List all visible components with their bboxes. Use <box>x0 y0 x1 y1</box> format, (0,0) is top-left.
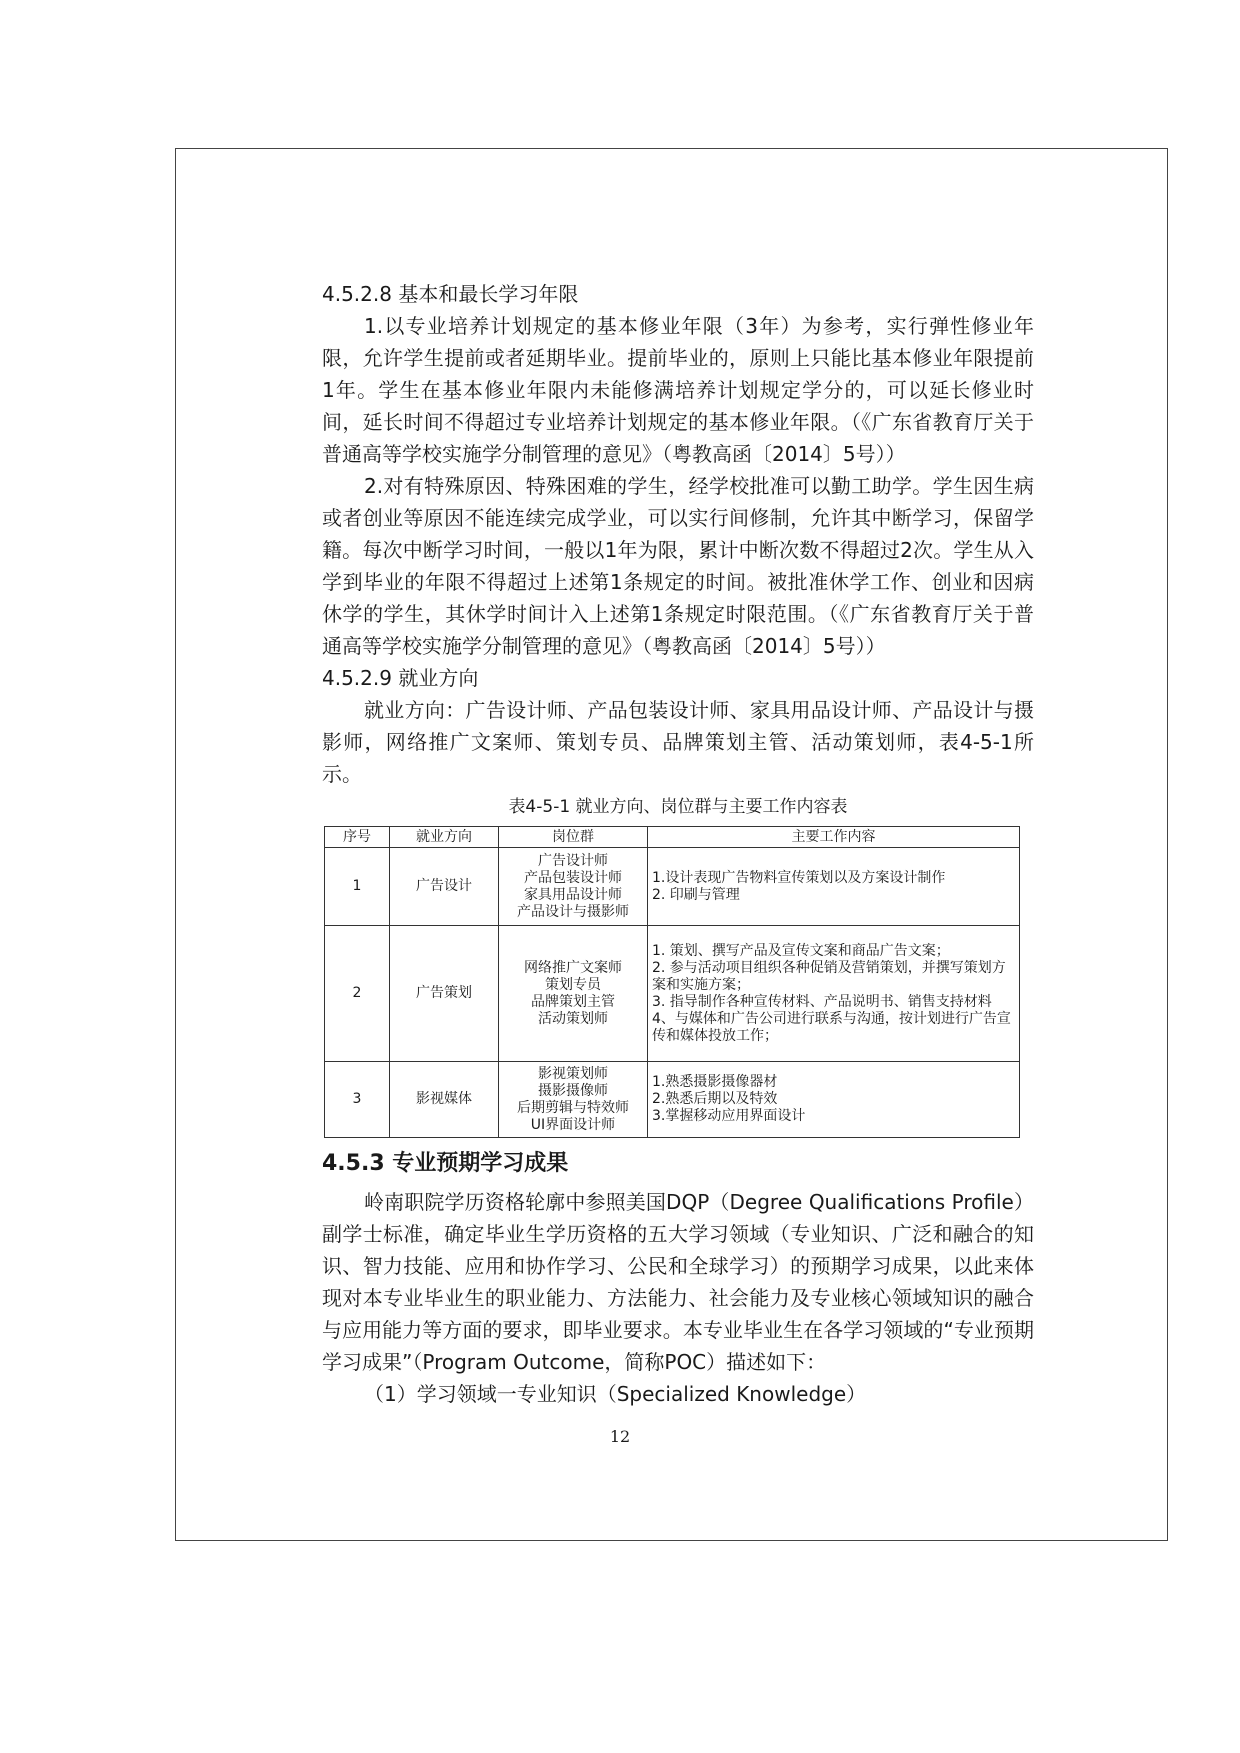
row-direction: 广告设计 <box>390 848 499 926</box>
work-item: 3.掌握移动应用界面设计 <box>652 1108 806 1124</box>
row-jobs <box>499 926 648 1062</box>
career-table <box>324 826 1020 1138</box>
row-no: 2 <box>325 926 390 1062</box>
header-work: 主要工作内容 <box>648 827 1020 848</box>
table-row <box>325 1062 1020 1138</box>
work-item: 1.熟悉摄影摄像器材 <box>652 1074 778 1090</box>
row-work <box>648 1062 1020 1138</box>
row-no: 3 <box>325 1062 390 1138</box>
work-item: 4、与媒体和广告公司进行联系与沟通，按计划进行广告宣传和媒体投放工作； <box>652 1010 1011 1044</box>
job-item: 产品设计与摄影师 <box>517 903 629 920</box>
work-item: 1.设计表现广告物料宣传策划以及方案设计制作 <box>652 869 946 886</box>
learning-domain-1: （1）学习领域一专业知识（Specialized Knowledge） <box>364 1382 867 1406</box>
page-content <box>322 278 1034 1410</box>
work-item: 2. 参与活动项目组织各种促销及营销策划，并撰写策划方案和实施方案； <box>652 959 1006 993</box>
row-jobs <box>499 1062 648 1138</box>
section-heading-4529: 4.5.2.9 就业方向 <box>322 666 479 690</box>
job-item: 广告设计师 <box>538 852 608 869</box>
header-jobs: 岗位群 <box>499 827 648 848</box>
row-work <box>648 848 1020 926</box>
work-item: 2.熟悉后期以及特效 <box>652 1091 778 1107</box>
job-item: 家具用品设计师 <box>524 886 622 903</box>
row-work <box>648 926 1020 1062</box>
job-item: 活动策划师 <box>538 1010 608 1027</box>
work-item: 3. 指导制作各种宣传材料、产品说明书、销售支持材料 <box>652 993 992 1010</box>
table-header-row <box>325 827 1020 848</box>
job-item: 网络推广文案师 <box>524 959 622 976</box>
section-heading-453: 4.5.3 专业预期学习成果 <box>322 1151 569 1176</box>
paragraph-learning-outcomes: 岭南职院学历资格轮廓中参照美国DQP（Degree Qualifications Profile）副学士标准，确定毕业生学历资格的五大学习领域（专业知识、广泛和融合的知识、智力技能、应用和协作学习、公民和全球学习）的预期学习成果，以此来体现对本专业毕业生的职业能力、方法能力、社会能力及专业核心领域知识的融合与应用能力等方面的要求，即毕业要求。本专业毕业生在各学习领域的“专业预期学习成果”（Program Outcome，简称POC）描述如下： <box>322 1190 1034 1374</box>
page-number: 12 <box>609 1427 631 1446</box>
row-direction: 广告策划 <box>390 926 499 1062</box>
table-row <box>325 926 1020 1062</box>
job-item: 摄影摄像师 <box>538 1082 608 1099</box>
job-item: 产品包装设计师 <box>524 869 622 886</box>
job-item: 影视策划师 <box>538 1065 608 1082</box>
job-item: UI界面设计师 <box>530 1116 616 1133</box>
work-item: 1. 策划、撰写产品及宣传文案和商品广告文案； <box>652 942 950 959</box>
header-no: 序号 <box>325 827 390 848</box>
job-item: 后期剪辑与特效师 <box>517 1099 629 1116</box>
work-item: 2. 印刷与管理 <box>652 886 740 903</box>
paragraph-study-years-1: 1.以专业培养计划规定的基本修业年限（3年）为参考，实行弹性修业年限，允许学生提前或者延期毕业。提前毕业的，原则上只能比基本修业年限提前1年。学生在基本修业年限内未能修满培养计划规定学分的，可以延长修业时间，延长时间不得超过专业培养计划规定的基本修业年限。（《广东省教育厅关于普通高等学校实施学分制管理的意见》（粤教高函〔2014〕5号）） <box>322 314 1034 466</box>
table-row <box>325 848 1020 926</box>
job-item: 策划专员 <box>545 976 601 993</box>
row-direction: 影视媒体 <box>390 1062 499 1138</box>
paragraph-study-years-2: 2.对有特殊原因、特殊困难的学生，经学校批准可以勤工助学。学生因生病或者创业等原因不能连续完成学业，可以实行间修制，允许其中断学习，保留学籍。每次中断学习时间，一般以1年为限，累计中断次数不得超过2次。学生从入学到毕业的年限不得超过上述第1条规定的时间。被批准休学工作、创业和因病休学的学生，其休学时间计入上述第1条规定时限范围。（《广东省教育厅关于普通高等学校实施学分制管理的意见》（粤教高函〔2014〕5号）） <box>322 474 1034 658</box>
paragraph-career-direction: 就业方向：广告设计师、产品包装设计师、家具用品设计师、产品设计与摄影师，网络推广文案师、策划专员、品牌策划主管、活动策划师，表4-5-1所示。 <box>322 698 1034 786</box>
header-direction: 就业方向 <box>390 827 499 848</box>
job-item: 品牌策划主管 <box>531 993 615 1010</box>
row-no: 1 <box>325 848 390 926</box>
table-caption: 表4-5-1 就业方向、岗位群与主要工作内容表 <box>508 797 848 817</box>
row-jobs <box>499 848 648 926</box>
section-heading-4528: 4.5.2.8 基本和最长学习年限 <box>322 282 579 306</box>
